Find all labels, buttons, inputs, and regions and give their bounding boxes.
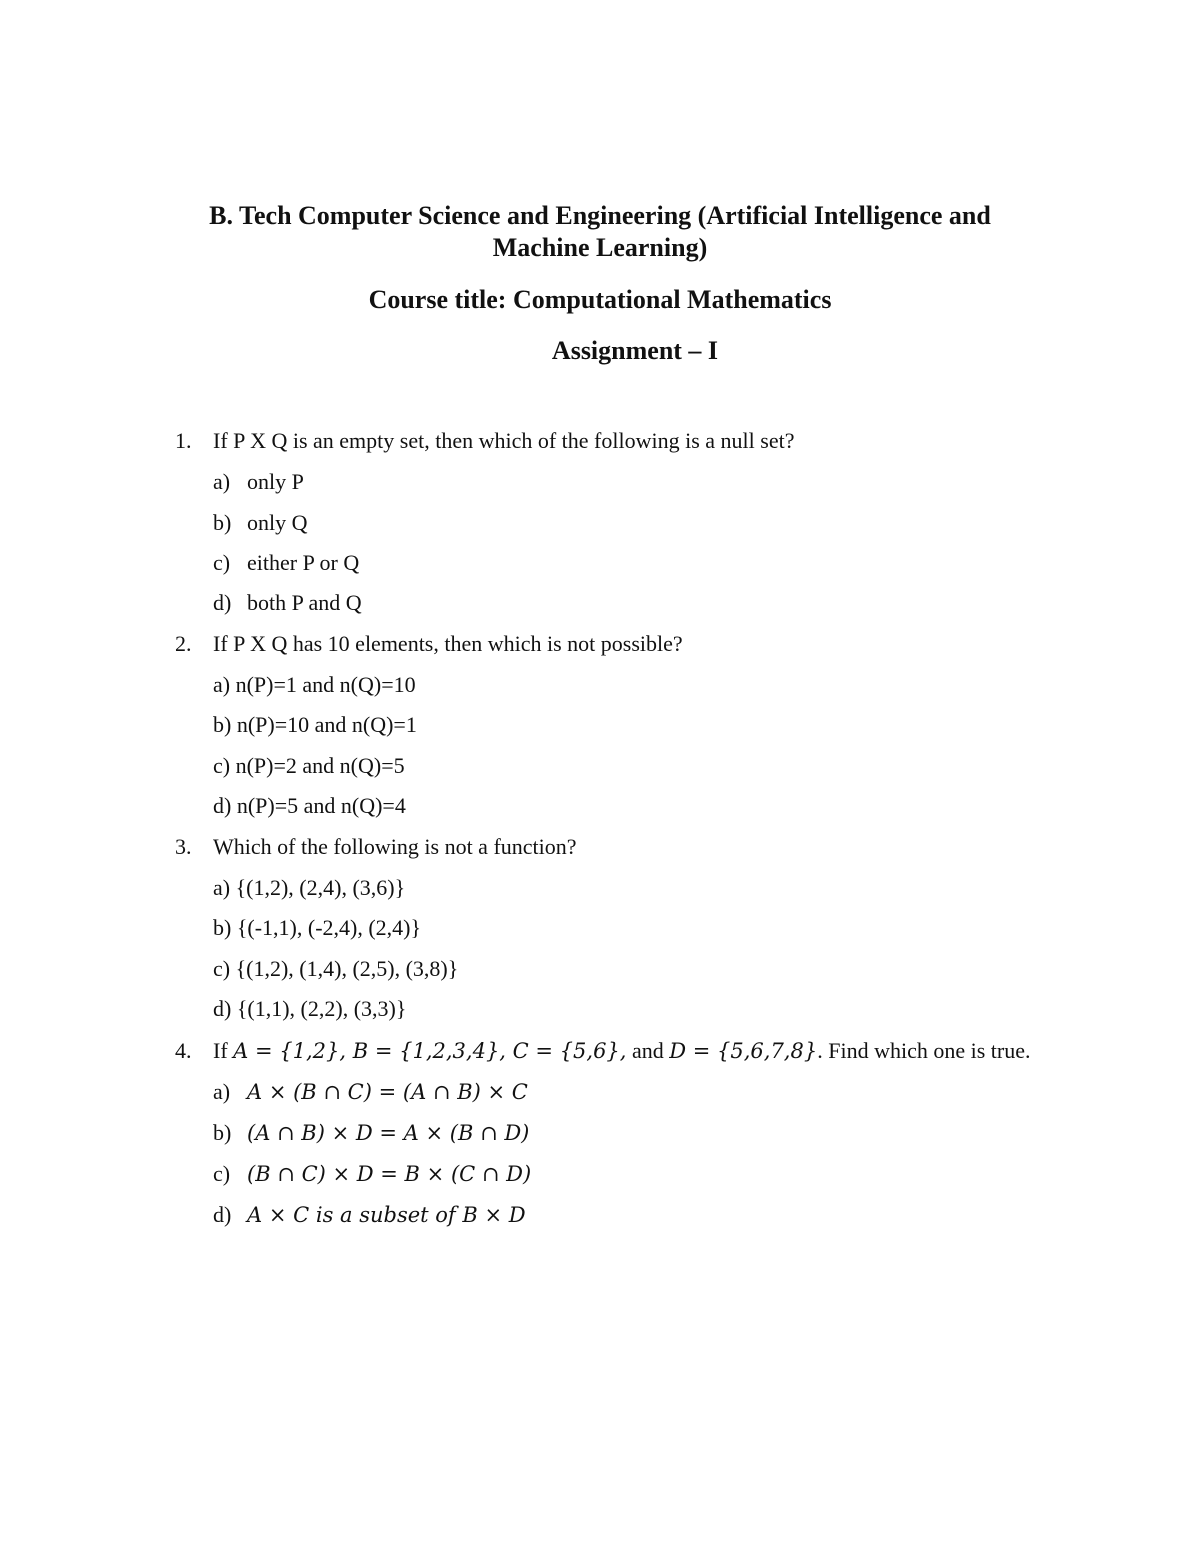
option-math: (B ∩ C) × D = B × (C ∩ D) <box>247 1162 532 1186</box>
option-text: b) n(P)=10 and n(Q)=1 <box>213 712 417 737</box>
degree-title-line1: B. Tech Computer Science and Engineering (Artificial Intelligence and <box>209 201 991 230</box>
question-text: Which of the following is not a function? <box>213 834 577 859</box>
option-label: a) <box>213 1079 231 1104</box>
option-label: b) <box>213 510 232 535</box>
question-text: If P X Q is an empty set, then which of the following is a null set? <box>213 428 795 453</box>
option-text: d) {(1,1), (2,2), (3,3)} <box>213 996 407 1021</box>
option-math: (A ∩ B) × D = A × (B ∩ D) <box>247 1121 530 1145</box>
question-number: 1. <box>175 428 192 453</box>
option-text: d) n(P)=5 and n(Q)=4 <box>213 793 406 818</box>
option-math: A × C is a subset of B × D <box>247 1203 526 1227</box>
option-text: a) {(1,2), (2,4), (3,6)} <box>213 875 406 900</box>
question-number: 3. <box>175 834 192 859</box>
option-text: only P <box>247 469 304 494</box>
question-text-mid: and <box>626 1038 670 1063</box>
option-text: both P and Q <box>247 590 362 615</box>
option-label: d) <box>213 590 232 615</box>
option-label: b) <box>213 1120 232 1145</box>
option-text: either P or Q <box>247 550 360 575</box>
option-text: c) n(P)=2 and n(Q)=5 <box>213 753 405 778</box>
math-expression: D = {5,6,7,8} <box>669 1039 818 1063</box>
option-label: c) <box>213 1161 231 1186</box>
option-math: A × (B ∩ C) = (A ∩ B) × C <box>247 1080 528 1104</box>
question-text-prefix: If <box>213 1038 234 1063</box>
question-number: 2. <box>175 631 192 656</box>
degree-title-line2: Machine Learning) <box>492 233 708 262</box>
assignment-title-text: Assignment – I <box>551 336 719 365</box>
option-label: c) <box>213 550 231 575</box>
option-text: a) n(P)=1 and n(Q)=10 <box>213 672 416 697</box>
question-text-suffix: . Find which one is true. <box>817 1038 1031 1063</box>
option-text: c) {(1,2), (1,4), (2,5), (3,8)} <box>213 956 459 981</box>
course-title: Course title: Computational Mathematics <box>368 285 832 314</box>
option-text: b) {(-1,1), (-2,4), (2,4)} <box>213 915 422 940</box>
option-text: only Q <box>247 510 308 535</box>
degree-title <box>150 200 1050 264</box>
question-text <box>213 1037 1030 1065</box>
question-text: If P X Q has 10 elements, then which is not possible? <box>213 631 683 656</box>
assignment-title <box>150 335 1050 367</box>
option-label: d) <box>213 1202 232 1227</box>
math-expression: A = {1,2}, B = {1,2,3,4}, C = {5,6}, <box>233 1039 627 1063</box>
option-label: a) <box>213 469 231 494</box>
question-number: 4. <box>175 1038 192 1063</box>
